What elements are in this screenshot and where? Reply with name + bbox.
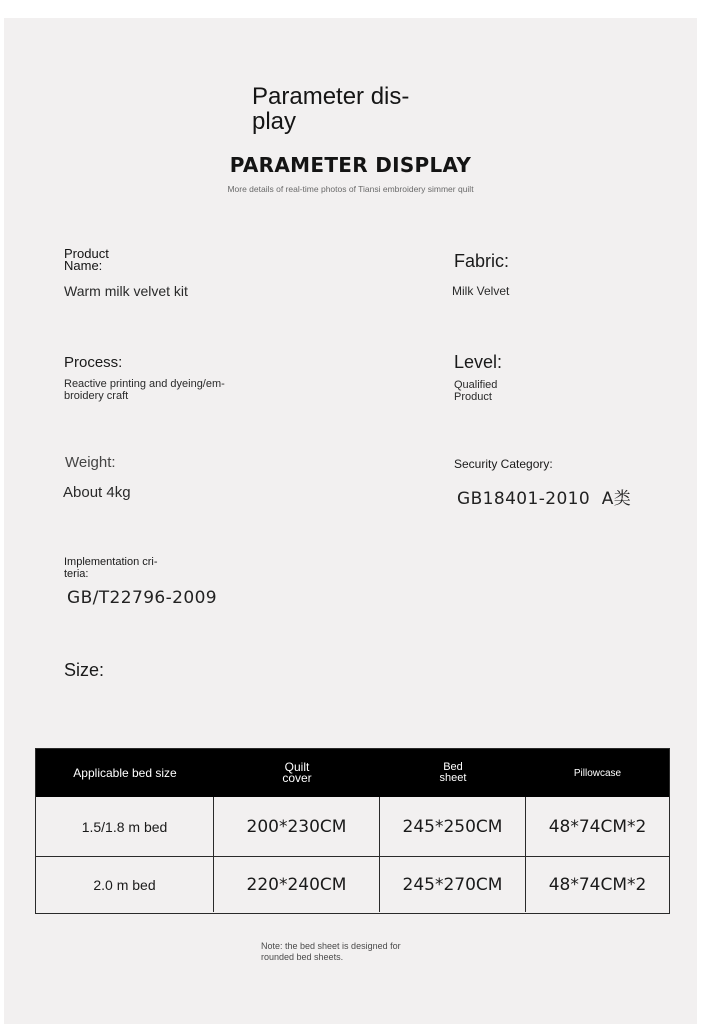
process-value-line-2: broidery craft xyxy=(64,390,129,402)
header-pillowcase-text: Pillowcase xyxy=(573,767,622,779)
header-bed-sheet xyxy=(380,749,526,797)
fabric-value: Milk Velvet xyxy=(452,284,510,298)
process-value xyxy=(64,378,225,402)
size-table xyxy=(35,748,670,914)
cell-quilt-cover: 220*240CM xyxy=(214,857,380,912)
section-heading: PARAMETER DISPLAY xyxy=(229,153,472,177)
size-table-header xyxy=(36,749,669,797)
table-row xyxy=(36,857,669,912)
footnote-line-1: Note: the bed sheet is designed for xyxy=(261,941,401,951)
header-quilt-cover-line-1: Quilt xyxy=(284,760,310,774)
cell-quilt-cover: 200*230CM xyxy=(214,797,380,856)
weight-label: Weight: xyxy=(65,454,116,471)
header-quilt-cover xyxy=(214,749,380,797)
security-category-value: GB18401-2010 A类 xyxy=(457,489,632,509)
weight-value: About 4kg xyxy=(63,484,131,501)
cell-bed-size: 2.0 m bed xyxy=(36,857,214,912)
header-bed-size-text: Applicable bed size xyxy=(73,766,177,780)
size-label: Size: xyxy=(64,660,105,680)
cell-pillowcase: 48*74CM*2 xyxy=(548,816,647,837)
cell-bed-size: 1.5/1.8 m bed xyxy=(36,797,214,856)
product-name-value: Warm milk velvet kit xyxy=(64,283,188,299)
implementation-criteria-label-line-1: Implementation cri- xyxy=(64,556,158,568)
table-row xyxy=(36,797,669,856)
implementation-criteria-label xyxy=(64,556,158,580)
page-title xyxy=(252,84,452,134)
footnote-line-2: rounded bed sheets. xyxy=(261,952,344,962)
product-name-label-line-2: Name: xyxy=(64,258,103,273)
header-quilt-cover-line-2: cover xyxy=(282,771,312,785)
level-label: Level: xyxy=(454,352,503,372)
header-pillowcase xyxy=(526,749,669,797)
implementation-criteria-label-line-2: teria: xyxy=(64,568,89,580)
page-title-line-2: play xyxy=(252,108,297,135)
level-value xyxy=(454,379,497,403)
level-value-line-1: Qualified xyxy=(454,379,498,391)
section-subheading: More details of real-time photos of Tiansi embroidery simmer quilt xyxy=(227,184,474,194)
product-name-label xyxy=(64,248,109,272)
fabric-label: Fabric: xyxy=(454,251,510,271)
cell-pillowcase: 48*74CM*2 xyxy=(548,874,647,895)
header-bed-size xyxy=(36,749,214,797)
header-bed-sheet-line-2: sheet xyxy=(439,772,467,784)
footnote xyxy=(261,941,441,963)
security-category-label: Security Category: xyxy=(454,457,553,471)
process-value-line-1: Reactive printing and dyeing/em- xyxy=(64,378,225,390)
product-name-label-line-1: Product xyxy=(64,246,109,261)
level-value-line-2: Product xyxy=(454,391,492,403)
implementation-criteria-value: GB/T22796-2009 xyxy=(67,588,218,608)
process-label: Process: xyxy=(64,354,123,371)
header-bed-sheet-line-1: Bed xyxy=(443,761,463,773)
cell-bed-sheet: 245*270CM xyxy=(380,857,526,912)
page-title-line-1: Parameter dis- xyxy=(252,83,410,110)
cell-bed-sheet: 245*250CM xyxy=(380,797,526,856)
